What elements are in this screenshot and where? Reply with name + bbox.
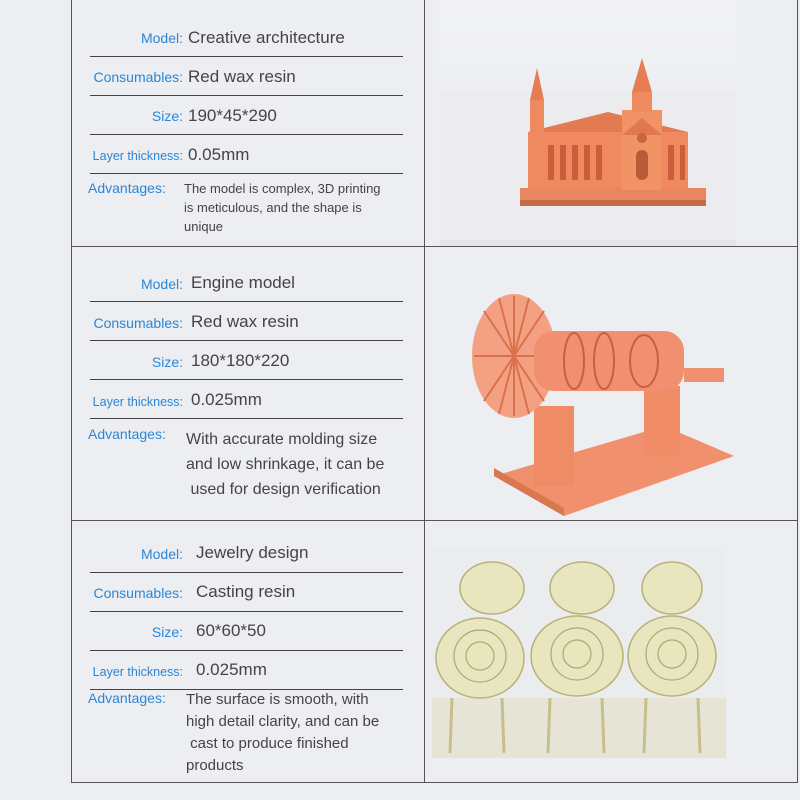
advantages-label: Advantages: [88,426,166,442]
column-divider [424,246,425,520]
advantages-line: high detail clarity, and can be [186,713,380,730]
spec-panel [72,520,417,782]
consumables-label: Consumables: [93,69,183,85]
spec-panel [72,0,417,246]
model-label: Model: [140,30,183,46]
spec-line-consumables [90,57,403,96]
advantages-line: unique [184,219,224,234]
size-value: 180*180*220 [191,351,290,370]
advantages-text [186,427,384,502]
spec-line-size [90,341,403,380]
spec-line-consumables [90,573,403,612]
spec-line-layer [90,135,403,174]
cathedral-model-photo [440,0,736,246]
consumables-value: Casting resin [196,582,296,601]
consumables-value: Red wax resin [191,312,299,331]
layer-value: 0.025mm [196,660,267,679]
consumables-value: Red wax resin [188,67,296,86]
advantages-label: Advantages: [88,690,166,706]
column-divider [424,520,425,782]
spec-line-model [90,263,403,302]
consumables-label: Consumables: [93,585,183,601]
layer-value: 0.025mm [191,390,262,409]
advantages-text [186,689,379,777]
model-value: Creative architecture [188,28,345,47]
layer-label: Layer thickness: [92,665,183,679]
spec-line-consumables [90,302,403,341]
model-label: Model: [140,546,183,562]
layer-value: 0.05mm [188,145,250,164]
layer-label: Layer thickness: [92,395,183,409]
advantages-line: is meticulous, and the shape is [184,200,362,215]
spec-line-layer [90,651,403,690]
column-divider [424,0,425,246]
advantages-line: products [186,757,244,774]
consumables-label: Consumables: [93,315,183,331]
spec-line-size [90,96,403,135]
spec-line-size [90,612,403,651]
size-label: Size: [151,354,183,370]
jewelry-model-photo [432,548,726,758]
advantages-line: used for design verification [186,481,381,498]
product-spec-table [71,0,798,783]
spec-row-architecture [72,0,797,247]
size-value: 60*60*50 [196,621,266,640]
advantages-line: and low shrinkage, it can be [186,456,385,473]
advantages-line: The model is complex, 3D printing [184,181,381,196]
spec-row-jewelry [72,520,797,782]
spec-row-engine [72,246,797,521]
advantages-text [184,179,381,236]
model-value: Engine model [191,273,295,292]
spec-line-model [90,534,403,573]
advantages-line: cast to produce finished [186,735,349,752]
spec-line-model [90,18,403,57]
spec-panel [72,246,417,520]
engine-model-photo [444,276,744,516]
advantages-line: The surface is smooth, with [186,691,369,708]
size-label: Size: [151,624,183,640]
model-value: Jewelry design [196,543,309,562]
layer-label: Layer thickness: [92,149,183,163]
size-value: 190*45*290 [188,106,277,125]
advantages-label: Advantages: [88,180,166,196]
spec-line-layer [90,380,403,419]
model-label: Model: [140,276,183,292]
size-label: Size: [151,108,183,124]
advantages-line: With accurate molding size [186,431,378,448]
